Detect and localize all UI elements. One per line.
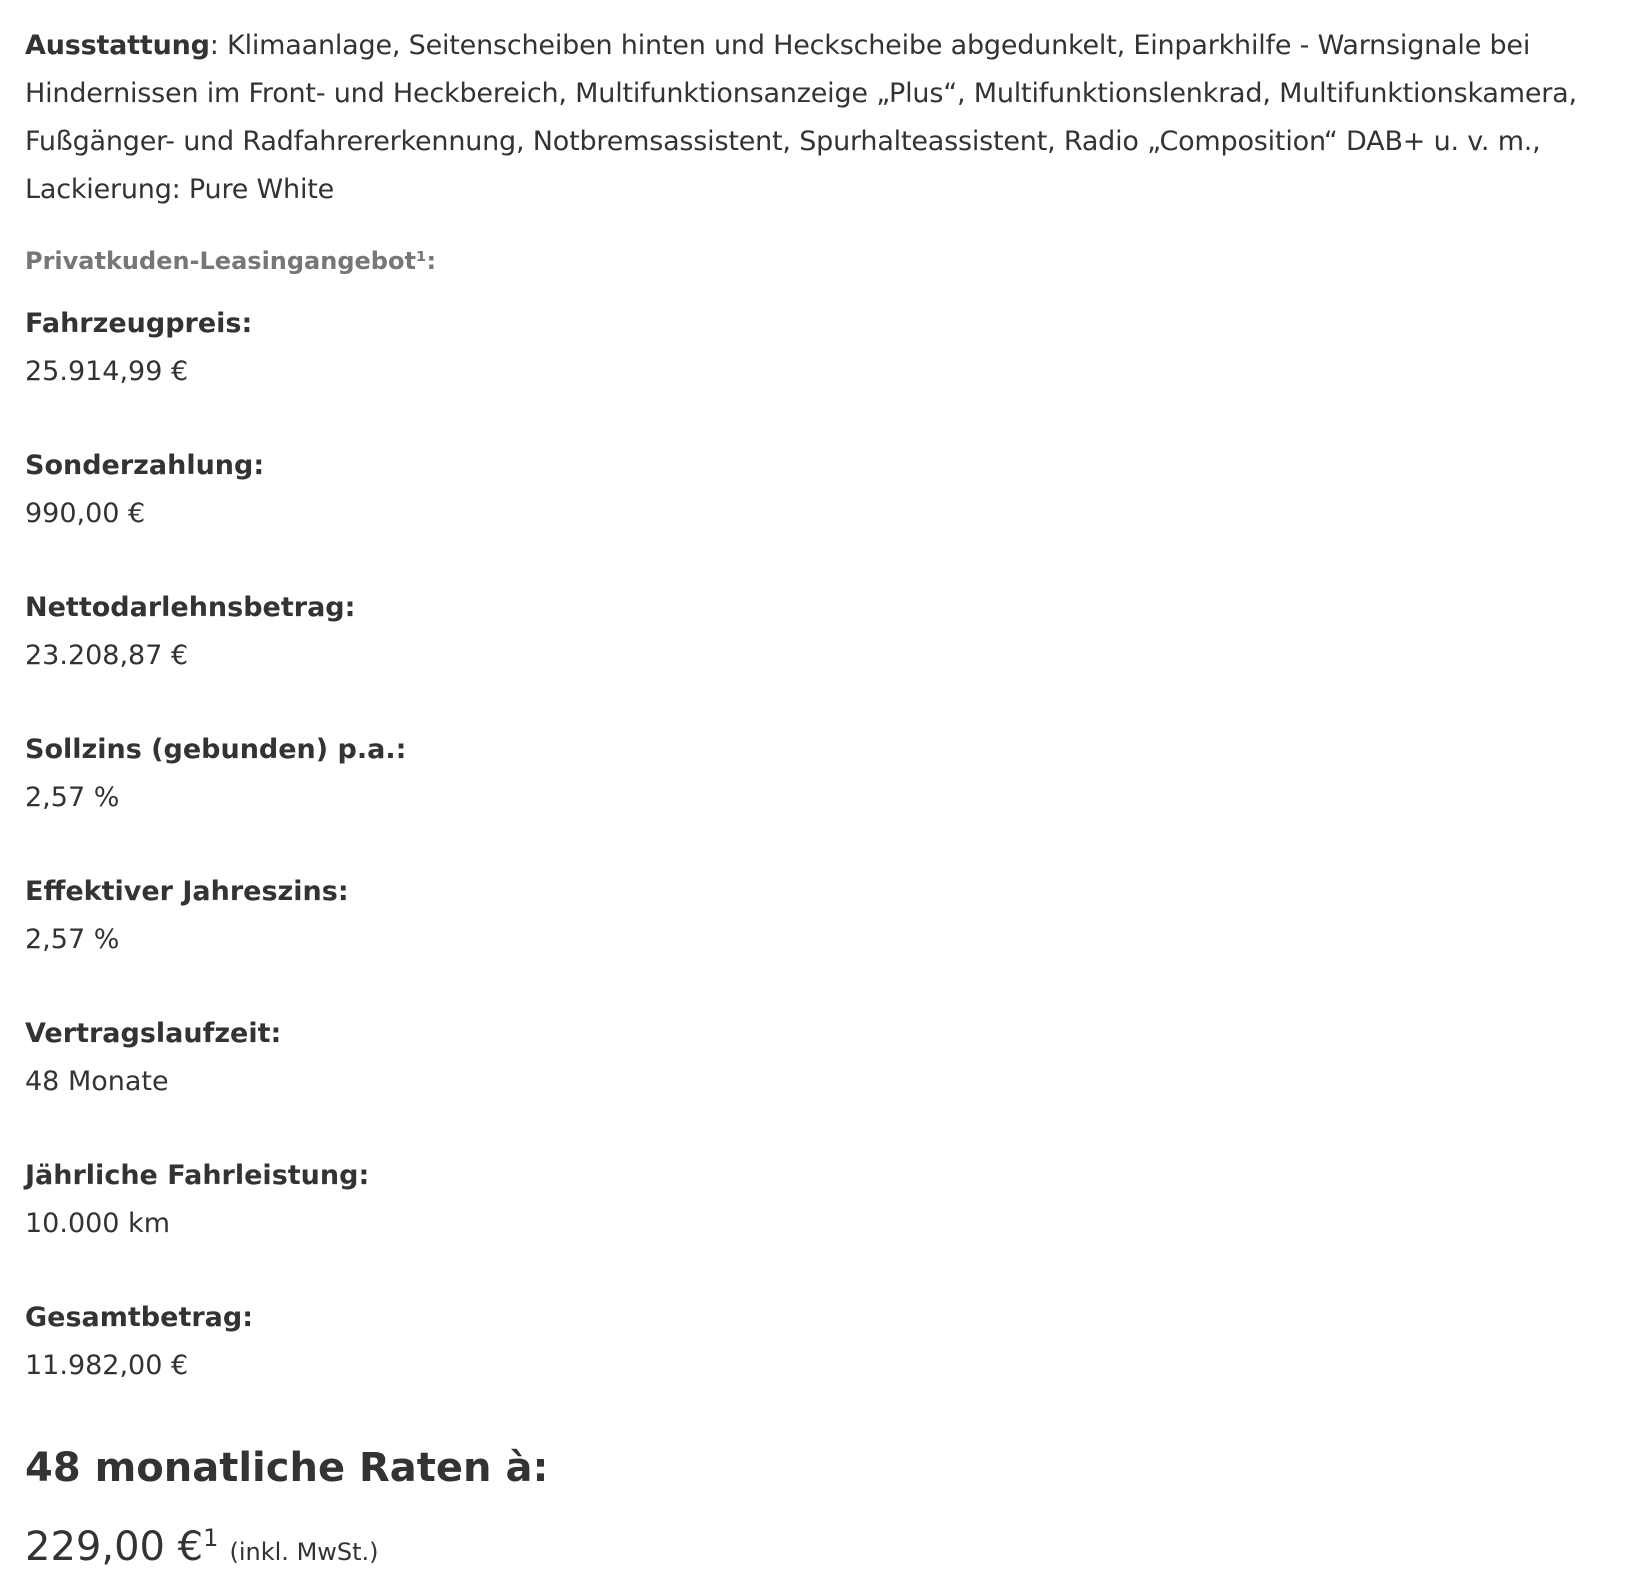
spec-label: Sollzins (gebunden) p.a.:	[25, 734, 407, 765]
spec-label: Nettodarlehnsbetrag:	[25, 592, 356, 623]
monthly-rate-value: 229,00 €	[25, 1524, 204, 1570]
spec-vehicle-price	[25, 300, 1607, 396]
spec-net-loan-amount	[25, 584, 1607, 680]
spec-value: 990,00 €	[25, 498, 146, 529]
spec-label: Sonderzahlung:	[25, 450, 265, 481]
spec-value: 2,57 %	[25, 924, 120, 955]
spec-value: 2,57 %	[25, 782, 120, 813]
spec-label: Gesamtbetrag:	[25, 1302, 254, 1333]
spec-annual-mileage	[25, 1152, 1607, 1248]
equipment-description	[25, 22, 1607, 214]
monthly-rate	[25, 1510, 1607, 1583]
spec-value: 25.914,99 €	[25, 356, 189, 387]
spec-total-amount	[25, 1294, 1607, 1390]
spec-special-payment	[25, 442, 1607, 538]
spec-borrowing-rate	[25, 726, 1607, 822]
spec-value: 10.000 km	[25, 1208, 170, 1239]
offer-title: Privatkuden-Leasingangebot¹:	[25, 247, 437, 275]
spec-label: Fahrzeugpreis:	[25, 308, 253, 339]
vat-note: (inkl. MwSt.)	[229, 1538, 379, 1566]
equipment-label: Ausstattung	[25, 30, 210, 61]
spec-contract-term	[25, 1010, 1607, 1106]
spec-value: 48 Monate	[25, 1066, 169, 1097]
spec-label: Effektiver Jahreszins:	[25, 876, 349, 907]
spec-list	[25, 300, 1607, 1390]
footnote-marker: 1	[203, 1524, 219, 1552]
monthly-rates-heading: 48 monatliche Raten à:	[25, 1445, 549, 1491]
spec-label: Jährliche Fahrleistung:	[25, 1160, 370, 1191]
spec-value: 23.208,87 €	[25, 640, 189, 671]
spec-label: Vertragslaufzeit:	[25, 1018, 282, 1049]
spec-value: 11.982,00 €	[25, 1350, 189, 1381]
equipment-text: : Klimaanlage, Seitenscheiben hinten und Heckscheibe abgedunkelt, Einparkhilfe - Warnsignale bei Hindernissen im Front- und Heckbereich, Multifunktionsanzeige „Plus“, Multifunktionslenkrad, Multifunktionskamera, Fußgänger- und Radfahrererkennung, Notbremsassistent, Spurhalteassistent, Radio „Composition“ DAB+ u. v. m., Lackierung: Pure White	[25, 30, 1577, 205]
spec-effective-rate	[25, 868, 1607, 964]
